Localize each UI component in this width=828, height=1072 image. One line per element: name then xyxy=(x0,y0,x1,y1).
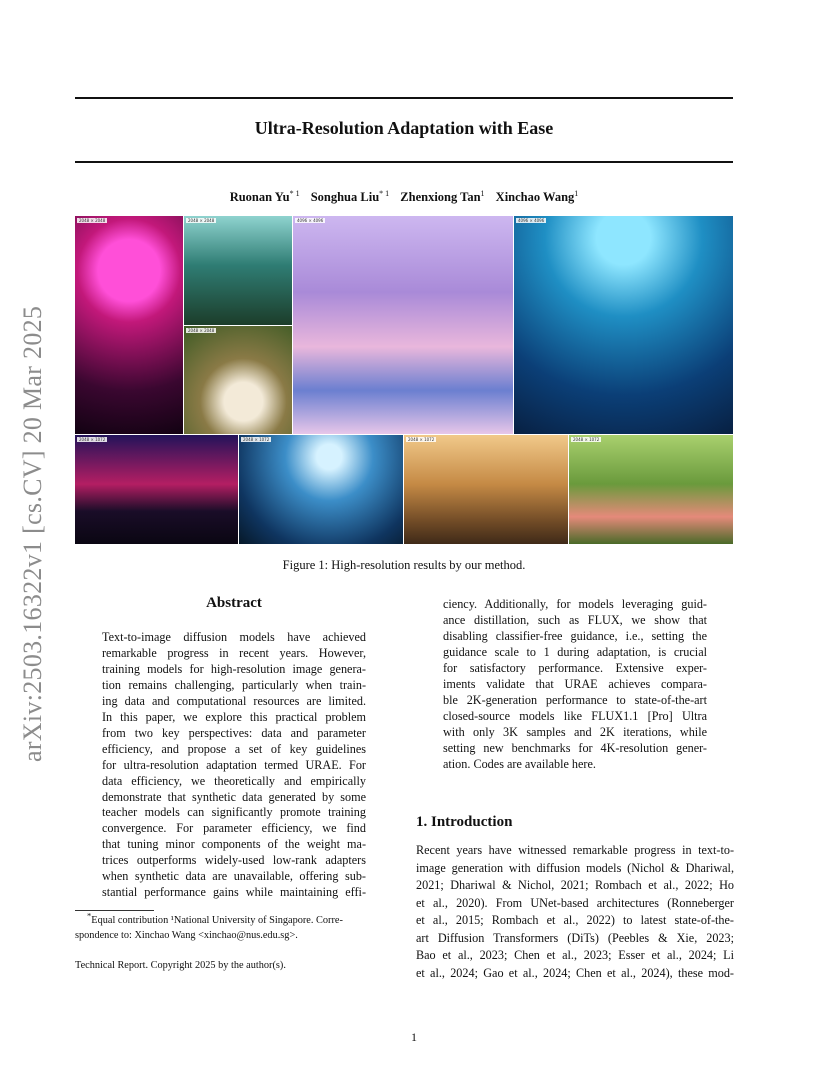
intro-line: Recent years have witnessed remarkable progress in text-to- xyxy=(416,843,734,857)
abstract-line: closed-source models like FLUX1.1 [Pro] Ultra xyxy=(443,708,707,723)
intro-line: et al., 2020). From UNet-based architectures (Ronneberger xyxy=(416,895,734,910)
abstract-line: for satisfactory performance. Extensive exper- xyxy=(443,660,707,675)
figure-1-grid xyxy=(75,216,733,544)
abstract-line: from two key perspectives: data and parameter xyxy=(102,725,366,740)
abstract-line: Text-to-image diffusion models have achieved xyxy=(102,630,366,644)
abstract-line: data efficiency, we theoretically and empirically xyxy=(102,773,366,788)
footnote-line-1: Equal contribution ¹National University of Singapore. Corre- xyxy=(91,915,343,926)
top-rule xyxy=(75,97,733,99)
introduction-text xyxy=(416,842,734,982)
abstract-line: with only 3K samples and 2K iterations, while xyxy=(443,724,707,739)
abstract-line: efficiency, and propose a set of key guidelines xyxy=(102,741,366,756)
abstract-line: ciency. Additionally, for models leveraging guid- xyxy=(443,597,707,611)
author: Zhenxiong Tan$^1$ xyxy=(400,188,485,204)
footnote: *Equal contribution ¹National University of Singapore. Corre- spondence to: Xinchao Wang <xinchao@nus.edu.sg>. xyxy=(75,913,395,943)
abstract-line: guidance scale to 1 during adaptation, is crucial xyxy=(443,644,707,659)
footnote-line-2: spondence to: Xinchao Wang <xinchao@nus.edu.sg>. xyxy=(75,930,298,941)
arxiv-id: arXiv:2503.16322v1 [cs.CV] 20 Mar 2025 xyxy=(18,305,47,762)
image-piano-garden: 2048 × 1072 xyxy=(569,435,733,544)
image-teacup-house: 2048 × 2048 xyxy=(184,326,292,434)
abstract-line: that tuning minor components of the weight ma- xyxy=(102,837,366,852)
author: Xinchao Wang$^1$ xyxy=(495,188,579,204)
author: Songhua Liu$^{* 1}$ xyxy=(310,188,390,204)
page-number: 1 xyxy=(411,1030,417,1044)
image-neon-girl: 2048 × 2048 xyxy=(75,216,183,434)
intro-line: Bao et al., 2023; Chen et al., 2023; Esser et al., 2024; Li xyxy=(416,948,734,962)
figure-caption: Figure 1: High-resolution results by our method. xyxy=(282,558,526,572)
image-astronaut-forest: 2048 × 2048 xyxy=(184,216,292,325)
abstract-line: ance distillation, such as FLUX, we show that xyxy=(443,612,707,627)
intro-line: et al., 2024; Gao et al., 2024; Chen et al., 2024), these mod- xyxy=(416,965,734,980)
abstract-line: iments validate that URAE achieves compara- xyxy=(443,676,707,691)
introduction-heading: 1. Introduction xyxy=(416,814,513,830)
author-list xyxy=(75,190,733,205)
abstract-line: for ultra-resolution adaptation termed URAE. For xyxy=(102,757,366,772)
image-cherry-tower: 4096 × 4096 xyxy=(293,216,513,434)
abstract-line: tion remains challenging, particularly when train- xyxy=(102,677,366,692)
abstract-line: stantial performance gains while maintaining effi- xyxy=(102,885,366,900)
abstract-line: ble 2K-generation performance to state-of-the-art xyxy=(443,692,707,707)
abstract-right-column xyxy=(443,597,707,772)
paper-title: Ultra-Resolution Adaptation with Ease xyxy=(254,118,554,138)
intro-line: 2021; Dhariwal & Nichol, 2021; Rombach et al., 2022; Ho xyxy=(416,878,734,892)
intro-line: image generation with diffusion models (Nichol & Dhariwal, xyxy=(416,860,734,875)
image-neon-car: 2048 × 1072 xyxy=(75,435,238,544)
image-mermaid: 4096 × 4096 xyxy=(514,216,733,434)
intro-line: art Diffusion Transformers (DiTs) (Peebles & Xie, 2023; xyxy=(416,930,734,945)
abstract-line: ation. Codes are available here. xyxy=(443,756,596,771)
title-bottom-rule xyxy=(75,161,733,163)
abstract-line: ing data and computational resources are limited. xyxy=(102,693,366,708)
abstract-line: trices outperforms widely-used low-rank adapters xyxy=(102,853,366,868)
abstract-line: teacher models can significantly promote training xyxy=(102,805,366,820)
image-steampunk-airship: 2048 × 1072 xyxy=(404,435,568,544)
abstract-line: when synthetic data are unavailable, offering sub- xyxy=(102,869,366,884)
abstract-line: In this paper, we explore this practical problem xyxy=(102,709,366,724)
author: Ruonan Yu$^{* 1}$ xyxy=(229,188,300,204)
abstract-line: convergence. For parameter efficiency, we find xyxy=(102,821,366,836)
abstract-line: training models for high-resolution image genera- xyxy=(102,661,366,676)
abstract-line: remarkable progress in recent years. However, xyxy=(102,645,366,660)
image-fairy-moon: 2048 × 1072 xyxy=(239,435,403,544)
technical-report-note: Technical Report. Copyright 2025 by the author(s). xyxy=(75,960,286,971)
abstract-line: disabling classifier-free guidance, i.e., setting the xyxy=(443,628,707,643)
abstract-left-column xyxy=(102,630,366,901)
intro-line: et al., 2015; Rombach et al., 2022) to latest state-of-the- xyxy=(416,913,734,927)
abstract-heading: Abstract xyxy=(206,595,262,611)
abstract-line: demonstrate that synthetic data generated by some xyxy=(102,789,366,804)
abstract-line: setting new benchmarks for 4K-resolution gener- xyxy=(443,740,707,755)
